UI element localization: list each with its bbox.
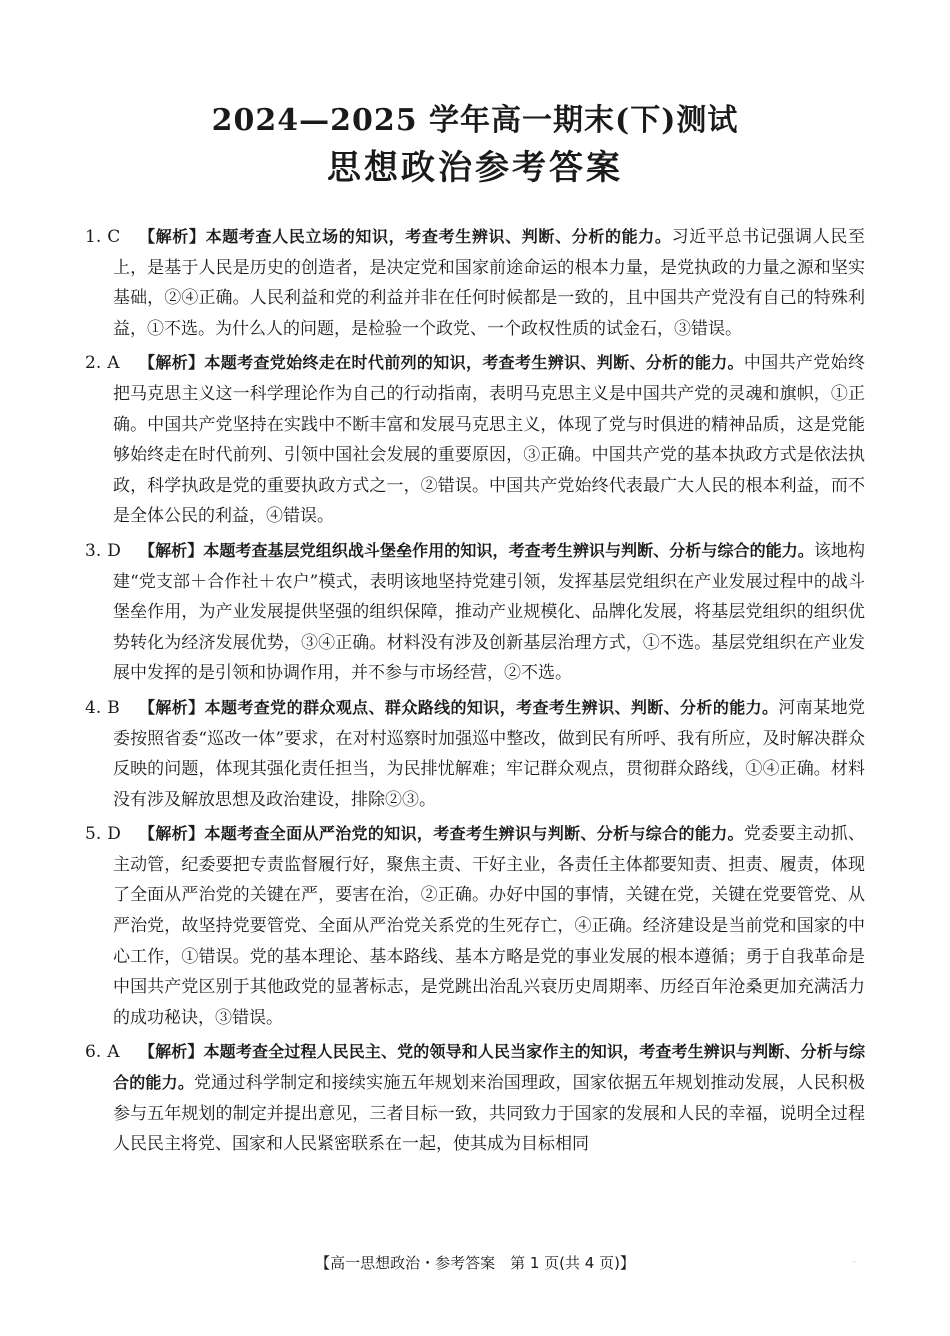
analysis-focus: 本题考查党始终走在时代前列的知识，考查考生辨识、判断、分析的能力。 xyxy=(204,353,744,373)
answer-item-1 xyxy=(85,222,865,344)
answer-item-4 xyxy=(85,693,865,815)
analysis-tag: 【解析】 xyxy=(139,540,204,560)
question-number: 6. A xyxy=(85,1042,120,1063)
page-subtitle: 思想政治参考答案 xyxy=(327,148,623,188)
analysis-tag: 【解析】 xyxy=(139,824,205,844)
analysis-body: 党通过科学制定和接续实施五年规划来治国理政，国家依据五年规划推动发展，人民积极参与五年规划的制定并提出意见，三者目标一致，共同致力于国家的发展和人民的幸福，说明全过程人民民主将党、国家和人民紧密联系在一起，使其成为目标相同 xyxy=(113,1073,865,1155)
answer-letter: A xyxy=(107,1042,120,1063)
analysis-tag: 【解析】 xyxy=(139,353,205,373)
analysis-focus: 本题考查党的群众观点、群众路线的知识，考查考生辨识、判断、分析的能力。 xyxy=(204,697,779,717)
analysis-body: 该地构建“党支部＋合作社＋农户”模式，表明该地坚持党建引领，发挥基层党组织在产业发展过程中的战斗堡垒作用，为产业发展提供坚强的组织保障，推动产业规模化、品牌化发展，将基层党组织的组织优势转化为经济发展优势，③④正确。材料没有涉及创新基层治理方式，①不选。基层党组织在产业发展中发挥的是引领和协调作用，并不参与市场经营，②不选。 xyxy=(113,540,865,684)
answer-list xyxy=(85,222,865,1164)
answer-letter: D xyxy=(107,824,121,845)
scan-mark: ·· xyxy=(852,1258,858,1267)
answer-letter: C xyxy=(107,227,121,247)
analysis-body: 习近平总书记强调人民至上，是基于人民是历史的创造者，是决定党和国家前途命运的根本力量，是党执政的力量之源和坚实基础，②④正确。人民利益和党的利益并非在任何时候都是一致的，且中国共产党没有自己的特殊利益，①不选。为什么人的问题，是检验一个政党、一个政权性质的试金石，③错误。 xyxy=(113,227,865,339)
analysis-focus: 本题考查全面从严治党的知识，考查考生辨识与判断、分析与综合的能力。 xyxy=(204,824,744,844)
analysis-tag: 【解析】 xyxy=(139,227,206,246)
answer-item-5 xyxy=(85,819,865,1033)
question-number: 5. D xyxy=(85,824,121,845)
answer-item-2 xyxy=(85,348,865,532)
answer-letter: A xyxy=(107,353,120,374)
page-footer: 【高一思想政治・参考答案 第 1 页(共 4 页)】 xyxy=(315,1254,635,1272)
answer-letter: D xyxy=(107,540,121,561)
analysis-body: 河南某地党委按照省委“巡改一体”要求，在对村巡察时加强巡中整改，做到民有所呼、我有所应，及时解决群众反映的问题，体现其强化责任担当，为民排忧解难；牢记群众观点，贯彻群众路线，①④正确。材料没有涉及解放思想及政治建设，排除②③。 xyxy=(113,697,865,810)
analysis-focus: 本题考查人民立场的知识，考查考生辨识、判断、分析的能力。 xyxy=(205,227,672,246)
analysis-focus: 本题考查基层党组织战斗堡垒作用的知识，考查考生辨识与判断、分析与综合的能力。 xyxy=(203,540,814,560)
analysis-body: 中国共产党始终把马克思主义这一科学理论作为自己的行动指南，表明马克思主义是中国共产党的灵魂和旗帜，①正确。中国共产党坚持在实践中不断丰富和发展马克思主义，体现了党与时俱进的精神品质，这是党能够始终走在时代前列、引领中国社会发展的重要原因，③正确。中国共产党的基本执政方式是依法执政，科学执政是党的重要执政方式之一，②错误。中国共产党始终代表最广大人民的根本利益，而不是全体公民的利益，④错误。 xyxy=(113,353,865,527)
answer-letter: B xyxy=(107,697,120,718)
analysis-focus: 本题考查全过程人民民主、党的领导和人民当家作主的知识，考查考生辨识与判断、分析与综合的能力。 xyxy=(113,1042,865,1093)
question-number: 2. A xyxy=(85,353,120,374)
analysis-tag: 【解析】 xyxy=(139,1042,204,1062)
question-number: 1. C xyxy=(85,227,121,247)
analysis-body: 党委要主动抓、主动管，纪委要把专责监督履行好，聚焦主责、干好主业，各责任主体都要知责、担责、履责，体现了全面从严治党的关键在严，要害在治，②正确。办好中国的事情，关键在党，关键在党要管党、从严治党，故坚持党要管党、全面从严治党关系党的生死存亡，④正确。经济建设是当前党和国家的中心工作，①错误。党的基本理论、基本路线、基本方略是党的事业发展的根本遵循；勇于自我革命是中国共产党区别于其他政党的显著标志，是党跳出治乱兴衰历史周期率、历经百年沧桑更加充满活力的成功秘诀，③错误。 xyxy=(113,824,865,1028)
question-number: 4. B xyxy=(85,697,120,718)
answer-item-3 xyxy=(85,536,865,689)
page-title: 2024—2025 学年高一期末(下)测试 xyxy=(211,103,739,138)
answer-item-6 xyxy=(85,1037,865,1159)
question-number: 3. D xyxy=(85,540,121,561)
analysis-tag: 【解析】 xyxy=(139,697,205,717)
